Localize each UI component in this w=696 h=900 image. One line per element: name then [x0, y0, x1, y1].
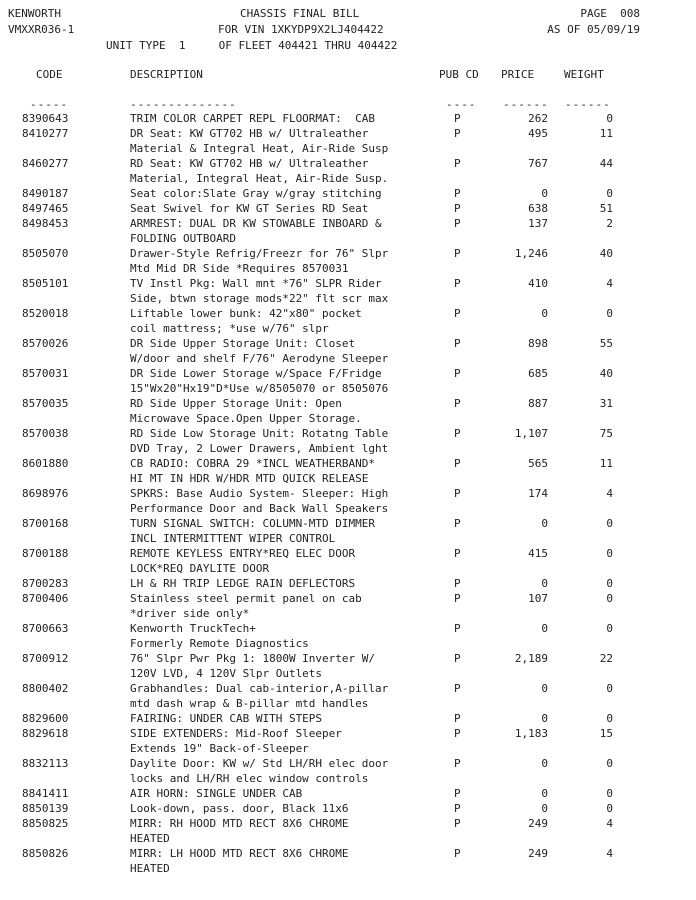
item-code: 8460277: [22, 157, 69, 170]
item-description-cont: mtd dash wrap & B-pillar mtd handles: [130, 697, 369, 710]
col-header-weight: WEIGHT: [564, 68, 604, 81]
table-row: [0, 216, 696, 246]
item-description: CB RADIO: COBRA 29 *INCL WEATHERBAND*: [130, 457, 376, 470]
table-row: [0, 246, 696, 276]
row-line: [0, 696, 696, 711]
item-description-cont: INCL INTERMITTENT WIPER CONTROL: [130, 532, 336, 545]
item-description: SIDE EXTENDERS: Mid-Roof Sleeper: [130, 727, 342, 740]
item-code: 8505101: [22, 277, 69, 290]
row-line: [0, 426, 696, 441]
item-description: AIR HORN: SINGLE UNDER CAB: [130, 787, 303, 800]
item-pub-cd: P: [454, 712, 461, 725]
item-weight: 31: [599, 397, 613, 410]
item-pub-cd: P: [454, 817, 461, 830]
table-row: [0, 786, 696, 801]
item-description-cont: coil mattress; *use w/76" slpr: [130, 322, 329, 335]
row-line: [0, 786, 696, 801]
item-pub-cd: P: [454, 457, 461, 470]
item-weight: 0: [606, 712, 613, 725]
item-code: 8570026: [22, 337, 69, 350]
item-pub-cd: P: [454, 427, 461, 440]
col-header-pub-cd: PUB CD: [439, 68, 479, 81]
item-description: DR Seat: KW GT702 HB w/ Ultraleather: [130, 127, 369, 140]
item-weight: 55: [599, 337, 613, 350]
row-line: [0, 126, 696, 141]
dash-description: --------------: [130, 98, 237, 111]
table-row: [0, 711, 696, 726]
item-price: 638: [528, 202, 548, 215]
item-description-cont: locks and LH/RH elec window controls: [130, 772, 369, 785]
item-description: Drawer-Style Refrig/Freezr for 76" Slpr: [130, 247, 389, 260]
item-description: LH & RH TRIP LEDGE RAIN DEFLECTORS: [130, 577, 356, 590]
item-code: 8841411: [22, 787, 69, 800]
table-row: [0, 426, 696, 456]
table-row: [0, 621, 696, 651]
item-weight: 11: [599, 457, 613, 470]
item-description: Seat Swivel for KW GT Series RD Seat: [130, 202, 369, 215]
row-line: [0, 201, 696, 216]
row-line: [0, 411, 696, 426]
item-pub-cd: P: [454, 847, 461, 860]
row-line: [0, 576, 696, 591]
item-weight: 0: [606, 112, 613, 125]
company-name: KENWORTH: [8, 7, 61, 20]
row-line: [0, 276, 696, 291]
item-description: MIRR: RH HOOD MTD RECT 8X6 CHROME: [130, 817, 349, 830]
col-header-description: DESCRIPTION: [130, 68, 203, 81]
row-line: [0, 471, 696, 486]
row-line: [0, 396, 696, 411]
item-price: 495: [528, 127, 548, 140]
item-price: 410: [528, 277, 548, 290]
row-line: [0, 831, 696, 846]
item-pub-cd: P: [454, 652, 461, 665]
item-code: 8601880: [22, 457, 69, 470]
item-description-cont: Performance Door and Back Wall Speakers: [130, 502, 389, 515]
item-code: 8390643: [22, 112, 69, 125]
row-line: [0, 756, 696, 771]
table-row: [0, 336, 696, 366]
item-pub-cd: P: [454, 127, 461, 140]
item-description-cont: Side, btwn storage mods*22" flt scr max: [130, 292, 389, 305]
item-description: Grabhandles: Dual cab-interior,A-pillar: [130, 682, 389, 695]
item-description-cont: HEATED: [130, 832, 170, 845]
table-row: [0, 681, 696, 711]
item-price: 174: [528, 487, 548, 500]
row-line: [0, 216, 696, 231]
item-weight: 0: [606, 307, 613, 320]
item-pub-cd: P: [454, 187, 461, 200]
item-price: 249: [528, 847, 548, 860]
table-row: [0, 846, 696, 876]
row-line: [0, 186, 696, 201]
item-weight: 0: [606, 802, 613, 815]
row-line: [0, 231, 696, 246]
row-line: [0, 546, 696, 561]
item-pub-cd: P: [454, 157, 461, 170]
item-pub-cd: P: [454, 517, 461, 530]
item-price: 415: [528, 547, 548, 560]
item-weight: 15: [599, 727, 613, 740]
item-code: 8700188: [22, 547, 69, 560]
item-weight: 0: [606, 577, 613, 590]
item-price: 1,246: [514, 247, 548, 260]
item-price: 0: [541, 757, 548, 770]
item-pub-cd: P: [454, 202, 461, 215]
item-weight: 4: [606, 487, 613, 500]
item-price: 565: [528, 457, 548, 470]
table-row: [0, 126, 696, 156]
item-weight: 4: [606, 847, 613, 860]
row-line: [0, 846, 696, 861]
item-price: 767: [528, 157, 548, 170]
item-description-cont: 120V LVD, 4 120V Slpr Outlets: [130, 667, 323, 680]
row-line: [0, 291, 696, 306]
row-line: [0, 621, 696, 636]
item-pub-cd: P: [454, 547, 461, 560]
item-code: 8410277: [22, 127, 69, 140]
item-description: SPKRS: Base Audio System- Sleeper: High: [130, 487, 389, 500]
item-pub-cd: P: [454, 217, 461, 230]
item-weight: 2: [606, 217, 613, 230]
item-weight: 0: [606, 547, 613, 560]
item-code: 8520018: [22, 307, 69, 320]
item-weight: 0: [606, 187, 613, 200]
item-price: 0: [541, 802, 548, 815]
table-row: [0, 576, 696, 591]
item-pub-cd: P: [454, 577, 461, 590]
table-row: [0, 276, 696, 306]
item-description: Liftable lower bunk: 42"x80" pocket: [130, 307, 362, 320]
table-row: [0, 816, 696, 846]
item-code: 8570038: [22, 427, 69, 440]
vin-line: FOR VIN 1XKYDP9X2LJ404422: [218, 23, 384, 36]
item-code: 8850825: [22, 817, 69, 830]
table-row: [0, 651, 696, 681]
table-row: [0, 486, 696, 516]
item-weight: 22: [599, 652, 613, 665]
row-line: [0, 606, 696, 621]
item-price: 0: [541, 712, 548, 725]
item-description: RD Seat: KW GT702 HB w/ Ultraleather: [130, 157, 369, 170]
row-line: [0, 666, 696, 681]
row-line: [0, 141, 696, 156]
row-line: [0, 771, 696, 786]
item-price: 0: [541, 187, 548, 200]
item-description-cont: DVD Tray, 2 Lower Drawers, Ambient lght: [130, 442, 389, 455]
item-weight: 51: [599, 202, 613, 215]
row-line: [0, 441, 696, 456]
table-row: [0, 591, 696, 621]
unit-line: UNIT TYPE 1 OF FLEET 404421 THRU 404422: [106, 39, 398, 52]
item-weight: 44: [599, 157, 613, 170]
item-description-cont: FOLDING OUTBOARD: [130, 232, 236, 245]
row-line: [0, 561, 696, 576]
item-description-cont: Material, Integral Heat, Air-Ride Susp.: [130, 172, 389, 185]
item-weight: 0: [606, 622, 613, 635]
item-weight: 0: [606, 787, 613, 800]
row-line: [0, 351, 696, 366]
item-weight: 0: [606, 757, 613, 770]
item-description: DR Side Upper Storage Unit: Closet: [130, 337, 356, 350]
item-price: 1,183: [514, 727, 548, 740]
item-description: MIRR: LH HOOD MTD RECT 8X6 CHROME: [130, 847, 349, 860]
item-description: TRIM COLOR CARPET REPL FLOORMAT: CAB: [130, 112, 376, 125]
item-description-cont: W/door and shelf F/76" Aerodyne Sleeper: [130, 352, 389, 365]
item-description: Seat color:Slate Gray w/gray stitching: [130, 187, 382, 200]
item-pub-cd: P: [454, 307, 461, 320]
item-price: 898: [528, 337, 548, 350]
item-weight: 40: [599, 247, 613, 260]
table-row: [0, 801, 696, 816]
table-row: [0, 186, 696, 201]
item-description: TURN SIGNAL SWITCH: COLUMN-MTD DIMMER: [130, 517, 376, 530]
item-code: 8829618: [22, 727, 69, 740]
table-row: [0, 156, 696, 186]
item-description: Look-down, pass. door, Black 11x6: [130, 802, 349, 815]
item-pub-cd: P: [454, 487, 461, 500]
item-pub-cd: P: [454, 727, 461, 740]
row-line: [0, 651, 696, 666]
item-weight: 4: [606, 817, 613, 830]
row-line: [0, 711, 696, 726]
item-price: 0: [541, 577, 548, 590]
item-price: 249: [528, 817, 548, 830]
item-code: 8505070: [22, 247, 69, 260]
row-line: [0, 516, 696, 531]
item-price: 107: [528, 592, 548, 605]
item-weight: 0: [606, 517, 613, 530]
table-row: [0, 396, 696, 426]
item-weight: 75: [599, 427, 613, 440]
item-price: 0: [541, 622, 548, 635]
row-line: [0, 636, 696, 651]
item-description: Kenworth TruckTech+: [130, 622, 256, 635]
row-line: [0, 156, 696, 171]
item-price: 0: [541, 307, 548, 320]
item-code: 8570035: [22, 397, 69, 410]
item-description-cont: HI MT IN HDR W/HDR MTD QUICK RELEASE: [130, 472, 369, 485]
item-code: 8700283: [22, 577, 69, 590]
row-line: [0, 801, 696, 816]
item-code: 8700406: [22, 592, 69, 605]
item-price: 2,189: [514, 652, 548, 665]
item-code: 8698976: [22, 487, 69, 500]
row-line: [0, 861, 696, 876]
item-code: 8700663: [22, 622, 69, 635]
item-pub-cd: P: [454, 247, 461, 260]
col-header-code: CODE: [36, 68, 63, 81]
document-title: CHASSIS FINAL BILL: [240, 7, 360, 20]
item-description-cont: *driver side only*: [130, 607, 250, 620]
item-description: Daylite Door: KW w/ Std LH/RH elec door: [130, 757, 389, 770]
table-row: [0, 306, 696, 336]
row-line: [0, 171, 696, 186]
item-pub-cd: P: [454, 592, 461, 605]
row-line: [0, 531, 696, 546]
row-line: [0, 741, 696, 756]
dash-code: -----: [30, 98, 69, 111]
item-price: 887: [528, 397, 548, 410]
row-line: [0, 501, 696, 516]
item-description: ARMREST: DUAL DR KW STOWABLE INBOARD &: [130, 217, 382, 230]
item-price: 0: [541, 682, 548, 695]
dash-price: ------: [503, 98, 549, 111]
item-description: REMOTE KEYLESS ENTRY*REQ ELEC DOOR: [130, 547, 356, 560]
item-description-cont: Extends 19" Back-of-Sleeper: [130, 742, 309, 755]
line-items: [0, 111, 696, 876]
item-pub-cd: P: [454, 802, 461, 815]
row-line: [0, 366, 696, 381]
item-description: 76" Slpr Pwr Pkg 1: 1800W Inverter W/: [130, 652, 376, 665]
row-line: [0, 321, 696, 336]
item-price: 1,107: [514, 427, 548, 440]
item-pub-cd: P: [454, 757, 461, 770]
item-description-cont: Material & Integral Heat, Air-Ride Susp: [130, 142, 389, 155]
item-description: RD Side Low Storage Unit: Rotatng Table: [130, 427, 389, 440]
page-number: PAGE 008: [580, 7, 640, 20]
row-line: [0, 336, 696, 351]
item-description: FAIRING: UNDER CAB WITH STEPS: [130, 712, 323, 725]
table-row: [0, 546, 696, 576]
item-description-cont: HEATED: [130, 862, 170, 875]
item-description-cont: Formerly Remote Diagnostics: [130, 637, 309, 650]
item-price: 685: [528, 367, 548, 380]
item-price: 262: [528, 112, 548, 125]
row-line: [0, 111, 696, 126]
item-price: 0: [541, 787, 548, 800]
row-line: [0, 591, 696, 606]
table-row: [0, 756, 696, 786]
item-pub-cd: P: [454, 337, 461, 350]
item-weight: 4: [606, 277, 613, 290]
item-weight: 0: [606, 592, 613, 605]
item-description-cont: 15"Wx20"Hx19"D*Use w/8505070 or 8505076: [130, 382, 389, 395]
item-code: 8700168: [22, 517, 69, 530]
table-row: [0, 366, 696, 396]
row-line: [0, 456, 696, 471]
row-line: [0, 381, 696, 396]
item-code: 8850826: [22, 847, 69, 860]
row-line: [0, 726, 696, 741]
item-description: Stainless steel permit panel on cab: [130, 592, 362, 605]
item-pub-cd: P: [454, 787, 461, 800]
item-weight: 40: [599, 367, 613, 380]
row-line: [0, 246, 696, 261]
item-weight: 11: [599, 127, 613, 140]
table-row: [0, 111, 696, 126]
item-pub-cd: P: [454, 682, 461, 695]
row-line: [0, 306, 696, 321]
item-description: RD Side Upper Storage Unit: Open: [130, 397, 342, 410]
item-code: 8832113: [22, 757, 69, 770]
table-row: [0, 201, 696, 216]
item-price: 0: [541, 517, 548, 530]
as-of-date: AS OF 05/09/19: [547, 23, 640, 36]
item-description-cont: Microwave Space.Open Upper Storage.: [130, 412, 362, 425]
row-line: [0, 816, 696, 831]
col-header-price: PRICE: [501, 68, 535, 81]
table-row: [0, 456, 696, 486]
report-id: VMXXR036-1: [8, 23, 75, 36]
row-line: [0, 261, 696, 276]
item-code: 8700912: [22, 652, 69, 665]
table-row: [0, 726, 696, 756]
item-pub-cd: P: [454, 367, 461, 380]
item-code: 8570031: [22, 367, 69, 380]
item-weight: 0: [606, 682, 613, 695]
item-pub-cd: P: [454, 277, 461, 290]
item-description-cont: LOCK*REQ DAYLITE DOOR: [130, 562, 270, 575]
item-code: 8497465: [22, 202, 69, 215]
item-description: TV Instl Pkg: Wall mnt *76" SLPR Rider: [130, 277, 382, 290]
item-description: DR Side Lower Storage w/Space F/Fridge: [130, 367, 382, 380]
item-code: 8850139: [22, 802, 69, 815]
item-description-cont: Mtd Mid DR Side *Requires 8570031: [130, 262, 349, 275]
item-pub-cd: P: [454, 397, 461, 410]
item-price: 137: [528, 217, 548, 230]
dash-weight: ------: [565, 98, 611, 111]
item-pub-cd: P: [454, 622, 461, 635]
item-code: 8490187: [22, 187, 69, 200]
item-code: 8829600: [22, 712, 69, 725]
dash-pub-cd: ----: [446, 98, 477, 111]
row-line: [0, 681, 696, 696]
table-row: [0, 516, 696, 546]
item-code: 8800402: [22, 682, 69, 695]
item-code: 8498453: [22, 217, 69, 230]
item-pub-cd: P: [454, 112, 461, 125]
row-line: [0, 486, 696, 501]
